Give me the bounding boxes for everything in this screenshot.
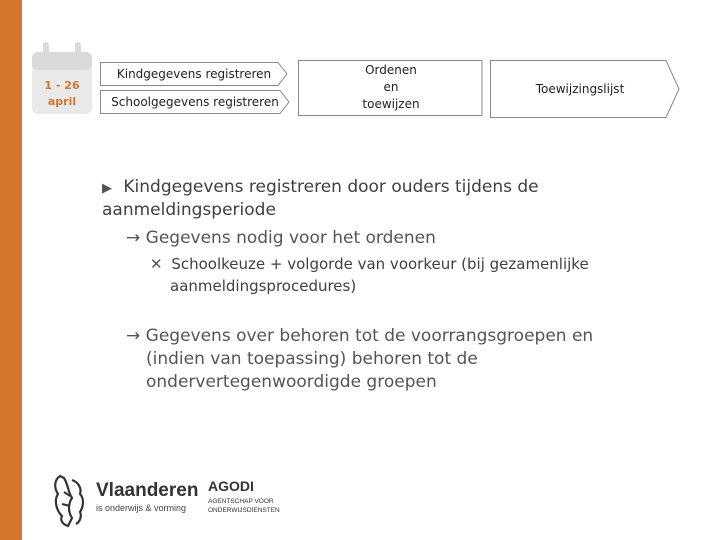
flemish-lion-logo	[50, 470, 94, 528]
step-register-child	[100, 62, 288, 86]
vlaanderen-wordmark: Vlaanderen	[96, 480, 199, 501]
arrow-bullet-icon: →	[126, 326, 141, 346]
bullet-register-child	[102, 176, 662, 200]
subsub-bullet-school-choice	[150, 254, 589, 274]
calendar-month: april	[47, 95, 77, 108]
step-sort-line3: toewijzen	[362, 97, 420, 111]
arrow-bullet-icon: →	[126, 228, 141, 248]
sub1-text: Gegevens nodig voor het ordenen	[145, 228, 436, 248]
sub2-line3: ondervertegenwoordigde groepen	[146, 372, 437, 392]
calendar-icon	[28, 40, 96, 116]
calendar-dates: 1 - 26	[44, 79, 80, 92]
triangle-bullet-icon: ▶	[102, 181, 112, 196]
step-sort-assign	[298, 60, 484, 116]
vlaanderen-tagline: is onderwijs & vorming	[96, 503, 187, 513]
step-sort-line1: Ordenen	[365, 63, 417, 77]
footer-logos	[50, 470, 290, 530]
bullet1-line1: Kindgegevens registreren door ouders tijdens de	[123, 177, 539, 197]
agodi-line1: AGENTSCHAP VOOR	[208, 498, 274, 505]
cross-bullet-icon: ✕	[150, 255, 163, 273]
subsub1-line1: Schoolkeuze + volgorde van voorkeur (bij gezamenlijke	[171, 255, 589, 273]
accent-sidebar	[0, 0, 22, 540]
subsub1-line2: aanmeldingsprocedures)	[170, 277, 357, 295]
bullet1-line2: aanmeldingsperiode	[102, 200, 276, 220]
sub-bullet-priority-groups	[126, 325, 593, 347]
step-register-school-label: Schoolgegevens registreren	[111, 95, 279, 109]
step-assignment-list	[490, 60, 680, 118]
step-register-school	[100, 90, 290, 114]
sub2-line2: (indien van toepassing) behoren tot de	[146, 349, 478, 369]
step-register-child-label: Kindgegevens registreren	[116, 67, 272, 81]
step-assignment-list-label: Toewijzingslijst	[535, 82, 625, 96]
sub-bullet-ordering-data	[126, 227, 436, 249]
sub2-line1: Gegevens over behoren tot de voorrangsgroepen en	[145, 326, 594, 346]
step-sort-line2: en	[383, 80, 399, 94]
agodi-wordmark: AGODI	[208, 478, 254, 494]
agodi-line2: ONDERWIJSDIENSTEN	[208, 507, 280, 514]
